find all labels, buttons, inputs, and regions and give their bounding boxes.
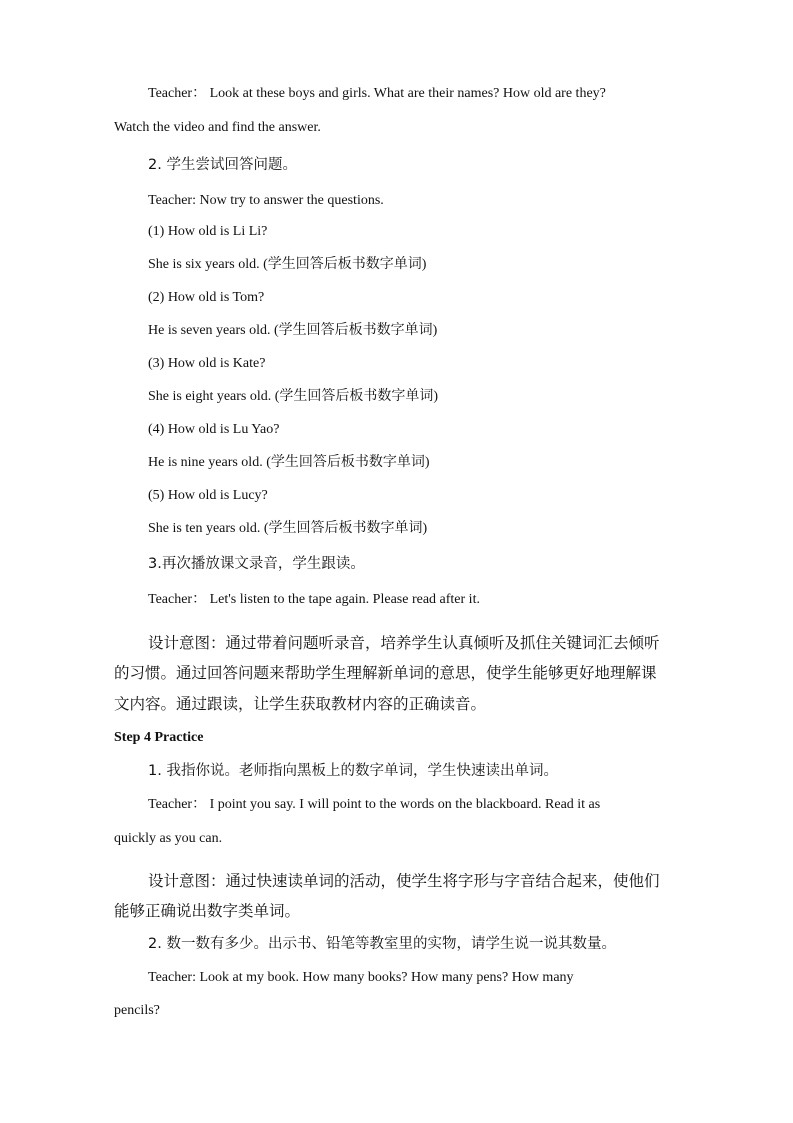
design-intent-paragraph: 设计意图：通过带着问题听录音，培养学生认真倾听及抓住关键词汇去倾听 <box>148 634 660 652</box>
answer-2: He is seven years old. (学生回答后板书数字单词) <box>148 323 438 338</box>
step-item-2: 2. 学生尝试回答问题。 <box>148 157 297 173</box>
practice-item-2: 2. 数一数有多少。出示书、铅笔等教室里的实物，请学生说一说其数量。 <box>148 936 616 952</box>
design-intent-paragraph: 文内容。通过跟读，让学生获取教材内容的正确读音。 <box>114 695 487 713</box>
question-3: (3) How old is Kate? <box>148 356 266 371</box>
practice-item-1: 1. 我指你说。老师指向黑板上的数字单词，学生快速读出单词。 <box>148 763 558 779</box>
teacher-instruction-continuation: quickly as you can. <box>114 831 223 846</box>
answer-3: She is eight years old. (学生回答后板书数字单词) <box>148 389 439 404</box>
teacher-line: Teacher： Let's listen to the tape again. Please read after it. <box>148 592 480 607</box>
question-2: (2) How old is Tom? <box>148 290 265 305</box>
design-intent-paragraph: 设计意图：通过快速读单词的活动，使学生将字形与字音结合起来，使他们 <box>148 872 660 890</box>
teacher-instruction-continuation: Watch the video and find the answer. <box>114 120 321 135</box>
teacher-line: Teacher: Now try to answer the questions. <box>148 193 384 208</box>
teacher-instruction-line: Teacher： Look at these boys and girls. What are their names? How old are they? <box>148 86 606 101</box>
answer-5: She is ten years old. (学生回答后板书数字单词) <box>148 521 428 536</box>
section-heading: Step 4 Practice <box>114 730 204 745</box>
question-4: (4) How old is Lu Yao? <box>148 422 280 437</box>
design-intent-paragraph: 的习惯。通过回答问题来帮助学生理解新单词的意思，使学生能够更好地理解课 <box>114 664 657 682</box>
question-5: (5) How old is Lucy? <box>148 488 268 503</box>
teacher-instruction-line: Teacher： I point you say. I will point to the words on the blackboard. Read it as <box>148 797 601 812</box>
teacher-instruction-line: Teacher: Look at my book. How many books? How many pens? How many <box>148 970 574 985</box>
answer-1: She is six years old. (学生回答后板书数字单词) <box>148 257 427 272</box>
answer-4: He is nine years old. (学生回答后板书数字单词) <box>148 455 430 470</box>
question-1: (1) How old is Li Li? <box>148 224 268 239</box>
design-intent-paragraph: 能够正确说出数字类单词。 <box>114 902 301 920</box>
step-item-3: 3.再次播放课文录音，学生跟读。 <box>148 556 365 572</box>
teacher-instruction-continuation: pencils? <box>114 1003 160 1018</box>
